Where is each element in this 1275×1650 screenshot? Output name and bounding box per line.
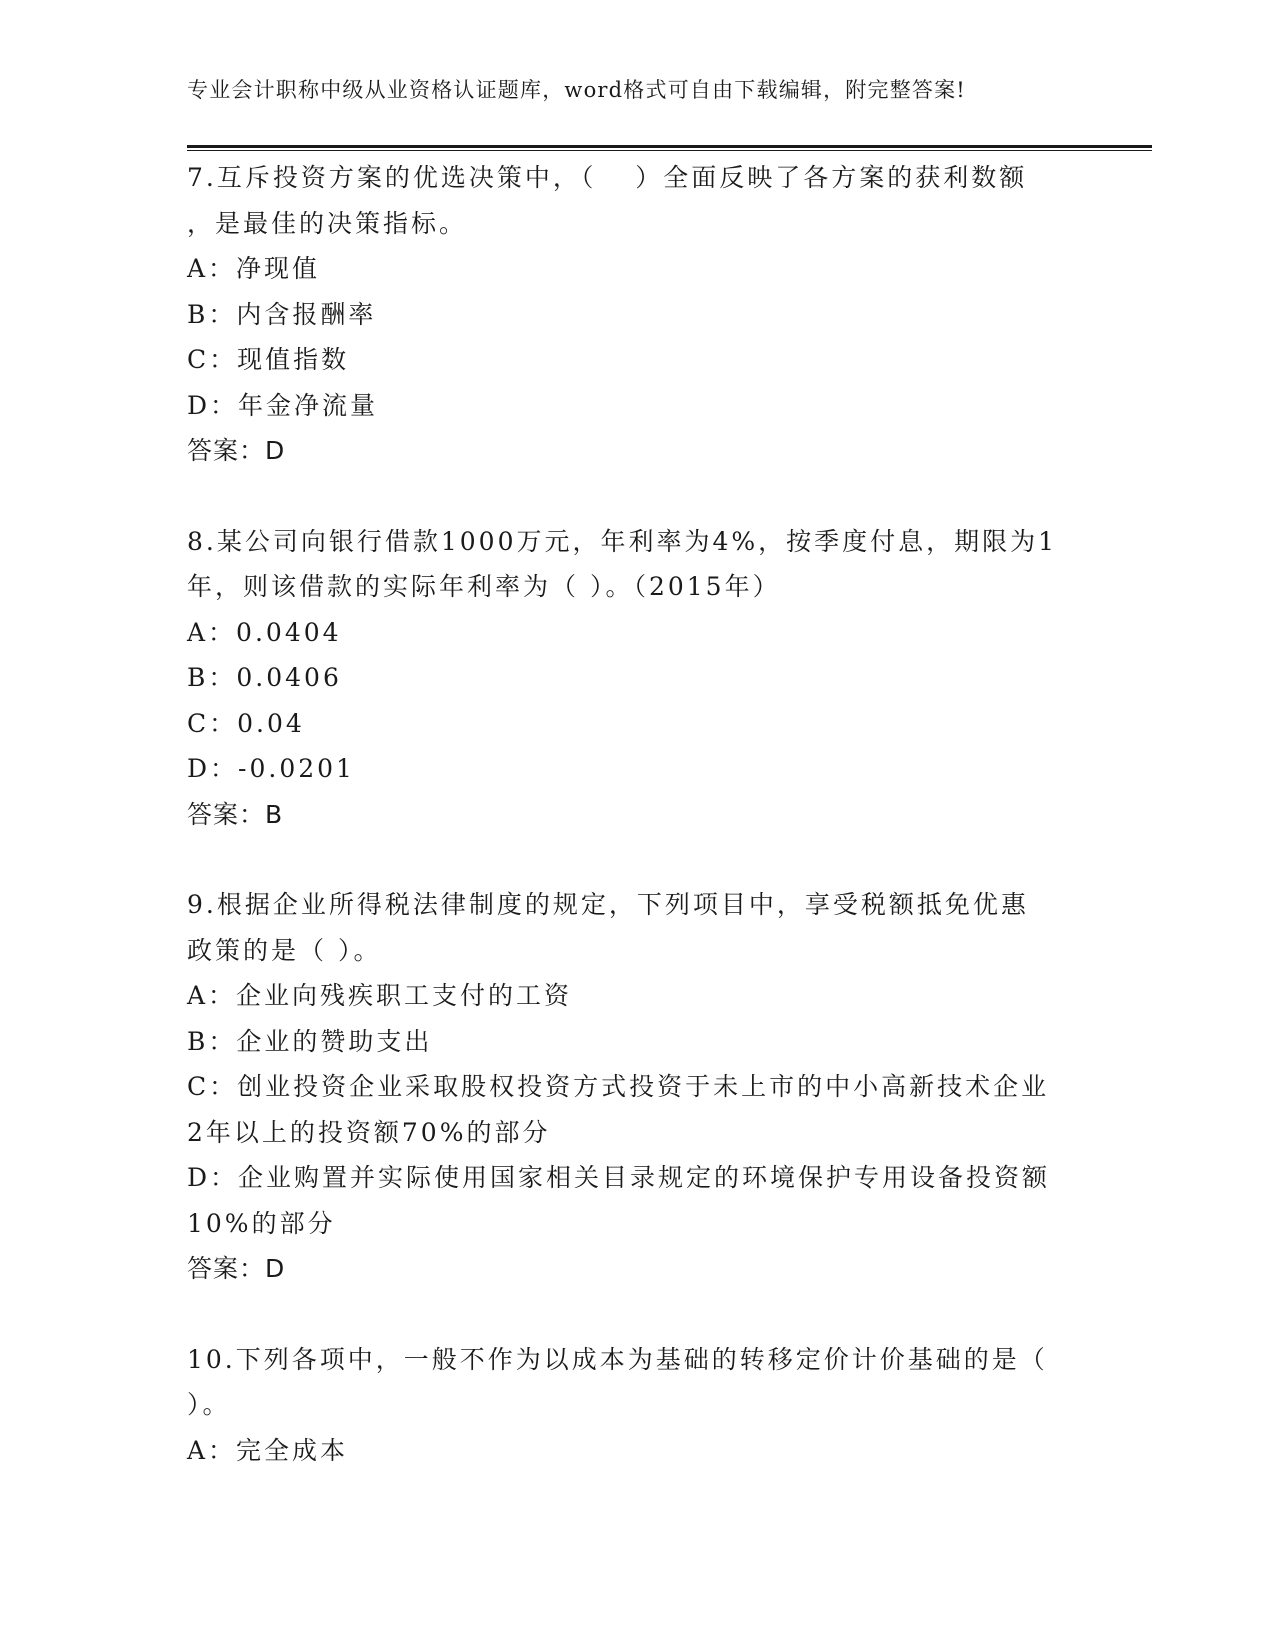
question-item xyxy=(187,1337,1077,1474)
question-list xyxy=(187,155,1077,1518)
question-stem-line: 8.某公司向银行借款1000万元，年利率为4%，按季度付息，期限为1 xyxy=(187,526,1058,556)
option-a: A：0.0404 xyxy=(187,617,342,647)
question-item xyxy=(187,155,1077,474)
question-item xyxy=(187,519,1077,838)
header-divider xyxy=(187,145,1152,151)
question-stem-line: 7.互斥投资方案的优选决策中，（ ）全面反映了各方案的获利数额 xyxy=(187,163,1028,192)
option-b: B：内含报酬率 xyxy=(187,299,377,329)
question-item xyxy=(187,882,1077,1292)
question-stem-line: ）。 xyxy=(187,1390,231,1419)
option-c: C：现值指数 xyxy=(187,345,350,374)
question-stem-line: 政策的是（ ）。 xyxy=(187,935,382,965)
option-d-continued: 10%的部分 xyxy=(187,1208,336,1238)
option-a: A：企业向残疾职工支付的工资 xyxy=(187,981,573,1010)
option-d: D：-0.0201 xyxy=(187,754,355,783)
option-c-continued: 2年以上的投资额70%的部分 xyxy=(187,1117,551,1147)
option-d: D：年金净流量 xyxy=(187,390,379,420)
question-stem-line: 年，则该借款的实际年利率为（ ）。（2015年） xyxy=(187,572,781,601)
option-c: C：0.04 xyxy=(187,708,305,738)
answer-label: 答案：B xyxy=(187,799,284,829)
question-stem-line: 10.下列各项中，一般不作为以成本为基础的转移定价计价基础的是（ xyxy=(187,1344,1048,1374)
option-b: B：0.0406 xyxy=(187,663,342,692)
answer-label: 答案：D xyxy=(187,436,286,465)
answer-label: 答案：D xyxy=(187,1254,286,1283)
option-d: D：企业购置并实际使用国家相关目录规定的环境保护专用设备投资额 xyxy=(187,1163,1051,1192)
question-stem-line: ，是最佳的决策指标。 xyxy=(187,208,468,238)
option-b: B：企业的赞助支出 xyxy=(187,1026,433,1056)
page-header-title: 专业会计职称中级从业资格认证题库，word格式可自由下载编辑，附完整答案! xyxy=(187,78,966,102)
option-a: A：净现值 xyxy=(187,254,321,283)
question-stem-line: 9.根据企业所得税法律制度的规定，下列项目中，享受税额抵免优惠 xyxy=(187,890,1029,919)
option-a: A：完全成本 xyxy=(187,1435,349,1465)
option-c: C：创业投资企业采取股权投资方式投资于未上市的中小高新技术企业 xyxy=(187,1072,1050,1101)
